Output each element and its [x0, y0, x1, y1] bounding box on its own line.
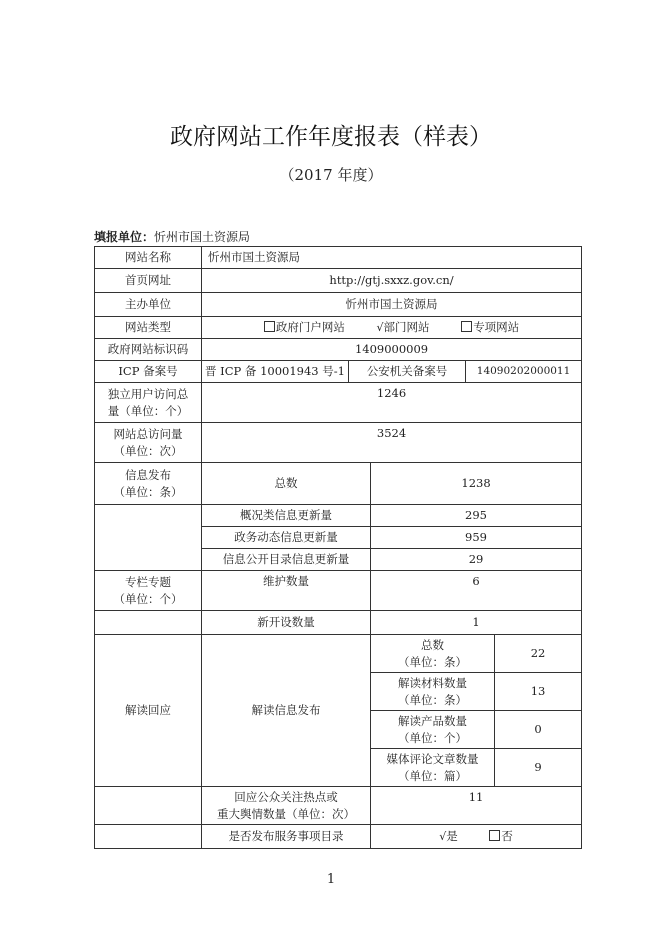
column-blank — [95, 611, 202, 635]
product-label: 解读产品数量 （单位：个） — [371, 711, 495, 749]
gov-news-label: 政务动态信息更新量 — [202, 527, 371, 549]
site-name-label: 网站名称 — [95, 247, 202, 269]
media-value: 9 — [495, 749, 582, 787]
service-yes: √是 — [439, 829, 458, 843]
open-catalog-label: 信息公开目录信息更新量 — [202, 549, 371, 571]
maintain-value: 6 — [371, 571, 582, 611]
product-value: 0 — [495, 711, 582, 749]
filler-label: 填报单位： — [94, 230, 155, 244]
sponsor-label: 主办单位 — [95, 293, 202, 317]
interpret-total-value: 22 — [495, 635, 582, 673]
icp-label: ICP 备案号 — [95, 361, 202, 383]
material-label: 解读材料数量 （单位：条） — [371, 673, 495, 711]
info-pub-label: 信息发布 （单位：条） — [95, 463, 202, 505]
annual-report-table — [94, 246, 582, 849]
info-pub-blank — [95, 505, 202, 571]
hot-label: 回应公众关注热点或 重大舆情数量（单位：次） — [202, 787, 371, 825]
report-year: （2017 年度） — [279, 166, 383, 184]
filler-unit — [94, 228, 250, 245]
hot-value: 11 — [371, 787, 582, 825]
check-mark-icon: √ — [376, 321, 384, 334]
service-options — [371, 825, 582, 849]
unique-visitors-label: 独立用户访问总 量（单位：个） — [95, 383, 202, 423]
home-url-value: http://gtj.sxxz.gov.cn/ — [202, 269, 582, 293]
overview-label: 概况类信息更新量 — [202, 505, 371, 527]
site-id-label: 政府网站标识码 — [95, 339, 202, 361]
media-label: 媒体评论文章数量 （单位：篇） — [371, 749, 495, 787]
filler-value: 忻州市国土资源局 — [154, 230, 251, 244]
service-label: 是否发布服务事项目录 — [202, 825, 371, 849]
unchecked-box-icon — [264, 321, 275, 332]
unchecked-box-icon — [489, 830, 500, 841]
total-visits-value: 3524 — [202, 423, 582, 463]
overview-value: 295 — [371, 505, 582, 527]
column-label: 专栏专题 （单位：个） — [95, 571, 202, 611]
interpret-total-label: 总数 （单位：条） — [371, 635, 495, 673]
site-type-special: 专项网站 — [461, 319, 519, 336]
open-catalog-value: 29 — [371, 549, 582, 571]
police-value: 14090202000011 — [466, 361, 582, 383]
info-total-value: 1238 — [371, 463, 582, 505]
hot-blank — [95, 787, 202, 825]
interpret-pub-label: 解读信息发布 — [202, 635, 371, 787]
material-value: 13 — [495, 673, 582, 711]
service-blank — [95, 825, 202, 849]
unchecked-box-icon — [461, 321, 472, 332]
service-no: 否 — [489, 828, 513, 845]
gov-news-value: 959 — [371, 527, 582, 549]
site-type-label: 网站类型 — [95, 317, 202, 339]
maintain-label: 维护数量 — [202, 571, 371, 611]
check-mark-icon: √ — [439, 830, 447, 843]
site-type-options — [202, 317, 582, 339]
icp-value: 晋 ICP 备 10001943 号-1 — [202, 361, 349, 383]
police-label: 公安机关备案号 — [349, 361, 466, 383]
page-number: 1 — [326, 872, 336, 887]
home-url-label: 首页网址 — [95, 269, 202, 293]
page-title: 政府网站工作年度报表（样表） — [170, 124, 492, 150]
total-visits-label: 网站总访问量 （单位：次） — [95, 423, 202, 463]
site-type-department: √部门网站 — [376, 320, 430, 334]
site-id-value: 1409000009 — [202, 339, 582, 361]
new-label: 新开设数量 — [202, 611, 371, 635]
info-total-label: 总数 — [202, 463, 371, 505]
interpret-label: 解读回应 — [95, 635, 202, 787]
unique-visitors-value: 1246 — [202, 383, 582, 423]
site-name-value: 忻州市国土资源局 — [202, 247, 582, 269]
new-value: 1 — [371, 611, 582, 635]
sponsor-value: 忻州市国土资源局 — [202, 293, 582, 317]
site-type-portal: 政府门户网站 — [264, 319, 345, 336]
